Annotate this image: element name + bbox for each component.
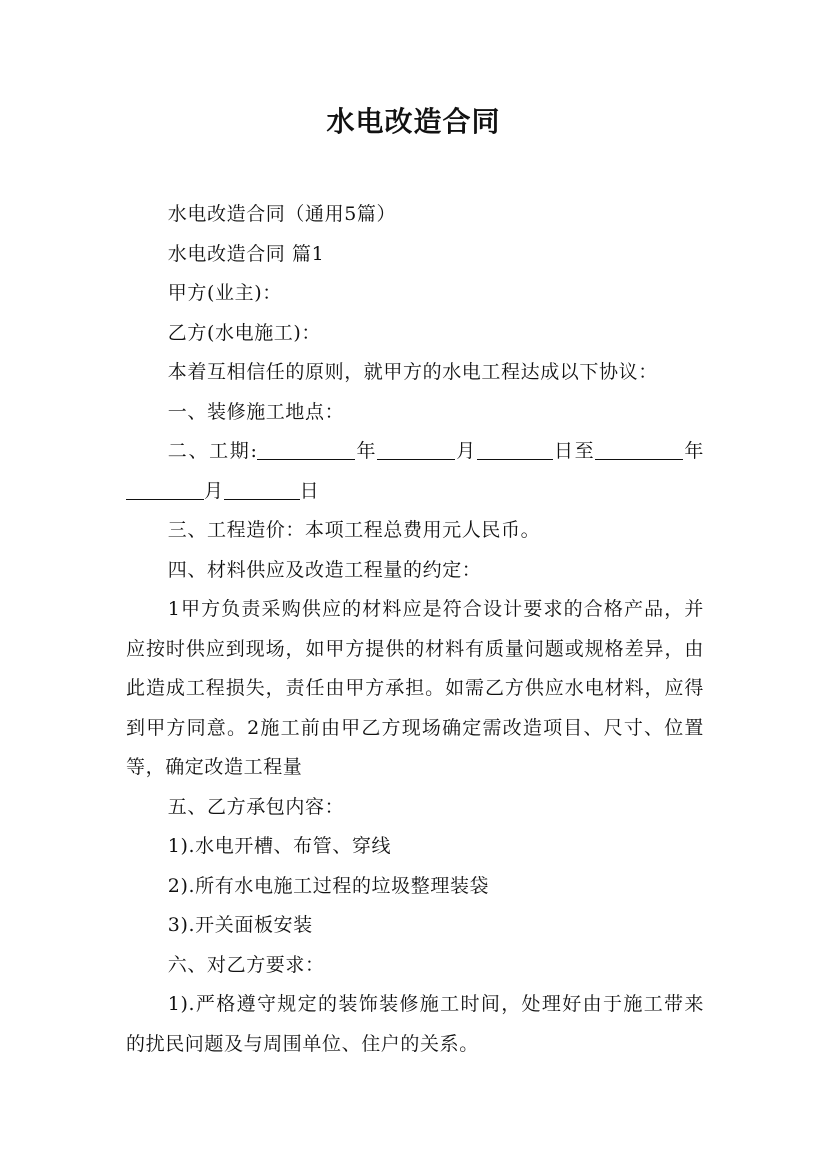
duration-prefix: 二、工期: — [167, 440, 258, 462]
blank-end-month[interactable] — [126, 480, 204, 500]
day-to-label: 日至 — [552, 440, 596, 462]
intro-paragraph: 本着互相信任的原则，就甲方的水电工程达成以下协议： — [167, 361, 658, 383]
section-5-heading: 五、乙方承包内容： — [167, 795, 345, 818]
section-3-cost: 三、工程造价：本项工程总费用元人民币。 — [167, 519, 541, 541]
year-label-2: 年 — [683, 440, 705, 462]
document-title: 水电改造合同 — [326, 105, 501, 138]
month-label-2: 月 — [204, 479, 224, 502]
year-label: 年 — [355, 440, 378, 462]
chapter-heading: 水电改造合同 篇1 — [167, 242, 325, 265]
section-4-heading: 四、材料供应及改造工程量的约定： — [167, 558, 482, 581]
blank-start-year[interactable] — [257, 440, 355, 460]
month-label: 月 — [455, 440, 477, 462]
section-5-item-1: 1).水电开槽、布管、穿线 — [167, 835, 392, 857]
section-5-item-2: 2).所有水电施工过程的垃圾整理装袋 — [167, 874, 490, 897]
party-b-line: 乙方(水电施工)： — [167, 321, 322, 344]
blank-end-year[interactable] — [595, 440, 683, 460]
blank-end-day[interactable] — [224, 480, 300, 500]
section-4-text: 1甲方负责采购供应的材料应是符合设计要求的合格产品，并应按时供应到现场，如甲方提供的材料有质量问题或规格差异，由此造成工程损失，责任由甲方承担。如需乙方供应水电材料，应得到甲方同意。2施工前由甲乙方现场确定需改造项目、尺寸、位置等，确定改造工程量 — [126, 598, 704, 778]
section-6-heading: 六、对乙方要求： — [167, 953, 325, 976]
subtitle: 水电改造合同（通用5篇） — [167, 203, 397, 225]
section-1-location: 一、装修施工地点： — [167, 400, 345, 423]
section-6-item-1: 1).严格遵守规定的装饰装修施工时间，处理好由于施工带来的扰民问题及与周围单位、住户的关系。 — [126, 993, 704, 1055]
section-2-duration — [126, 432, 704, 511]
blank-start-day[interactable] — [477, 440, 553, 460]
document-body — [126, 195, 704, 1064]
party-a-line: 甲方(业主)： — [167, 282, 282, 304]
day-label-2: 日 — [299, 479, 320, 502]
section-5-item-3: 3).开关面板安装 — [167, 914, 313, 936]
blank-start-month[interactable] — [377, 440, 455, 460]
